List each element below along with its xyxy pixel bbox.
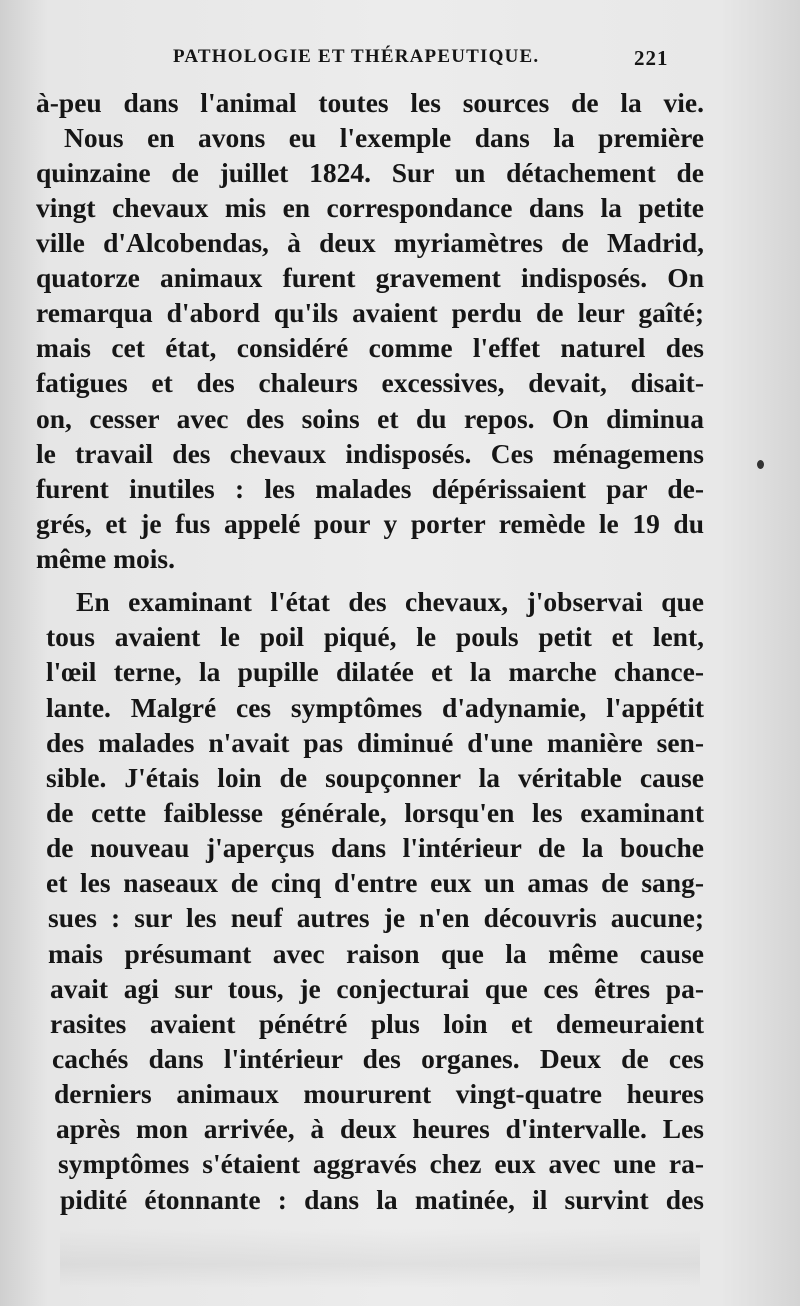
page-header: [0, 46, 800, 76]
text-line: grés, et je fus appelé pour y porter remède le 19 du: [36, 508, 704, 539]
bleed-through-shadow: [60, 1228, 700, 1288]
text-line: quatorze animaux furent gravement indisposés. On: [36, 262, 704, 293]
page-number: 221: [634, 46, 669, 70]
text-line: remarqua d'abord qu'ils avaient perdu de leur gaîté;: [36, 297, 704, 328]
text-line: de nouveau j'aperçus dans l'intérieur de la bouche: [46, 832, 704, 863]
text-line: tous avaient le poil piqué, le pouls petit et lent,: [46, 621, 704, 652]
text-line: on, cesser avec des soins et du repos. On diminua: [36, 403, 704, 434]
text-line: lante. Malgré ces symptômes d'adynamie, l'appétit: [46, 692, 704, 723]
text-line: En examinant l'état des chevaux, j'observai que: [76, 586, 704, 617]
text-line: à-peu dans l'animal toutes les sources de la vie.: [36, 87, 704, 118]
text-line: des malades n'avait pas diminué d'une manière sen-: [46, 727, 704, 758]
paper-speck: [757, 460, 764, 469]
text-line: le travail des chevaux indisposés. Ces ménagemens: [36, 438, 704, 469]
text-line: avait agi sur tous, je conjecturai que ces êtres pa-: [50, 973, 704, 1004]
text-line: derniers animaux moururent vingt-quatre heures: [54, 1078, 704, 1109]
text-line: de cette faiblesse générale, lorsqu'en les examinant: [46, 797, 704, 828]
text-line: symptômes s'étaient aggravés chez eux avec une ra-: [58, 1148, 704, 1179]
text-line: ville d'Alcobendas, à deux myriamètres de Madrid,: [36, 227, 704, 258]
text-line: cachés dans l'intérieur des organes. Deux de ces: [52, 1043, 704, 1074]
text-line: pidité étonnante : dans la matinée, il survint des: [60, 1184, 704, 1215]
text-line: après mon arrivée, à deux heures d'intervalle. Les: [56, 1113, 704, 1144]
text-line: sues : sur les neuf autres je n'en découvris aucune;: [48, 902, 704, 933]
text-line: fatigues et des chaleurs excessives, devait, disait-: [36, 367, 704, 398]
text-line: furent inutiles : les malades dépérissaient par de-: [36, 473, 704, 504]
running-title: PATHOLOGIE ET THÉRAPEUTIQUE.: [173, 46, 540, 67]
text-line: rasites avaient pénétré plus loin et demeuraient: [50, 1008, 704, 1039]
text-line: vingt chevaux mis en correspondance dans la petite: [36, 192, 704, 223]
text-line: Nous en avons eu l'exemple dans la première: [64, 122, 704, 153]
text-line: mais cet état, considéré comme l'effet naturel des: [36, 332, 704, 363]
text-line: et les naseaux de cinq d'entre eux un amas de sang-: [46, 867, 704, 898]
text-line: l'œil terne, la pupille dilatée et la marche chance-: [46, 656, 704, 687]
text-line: même mois.: [36, 543, 175, 574]
text-line: quinzaine de juillet 1824. Sur un détachement de: [36, 157, 704, 188]
text-line: mais présumant avec raison que la même cause: [48, 938, 704, 969]
text-line: sible. J'étais loin de soupçonner la véritable cause: [46, 762, 704, 793]
